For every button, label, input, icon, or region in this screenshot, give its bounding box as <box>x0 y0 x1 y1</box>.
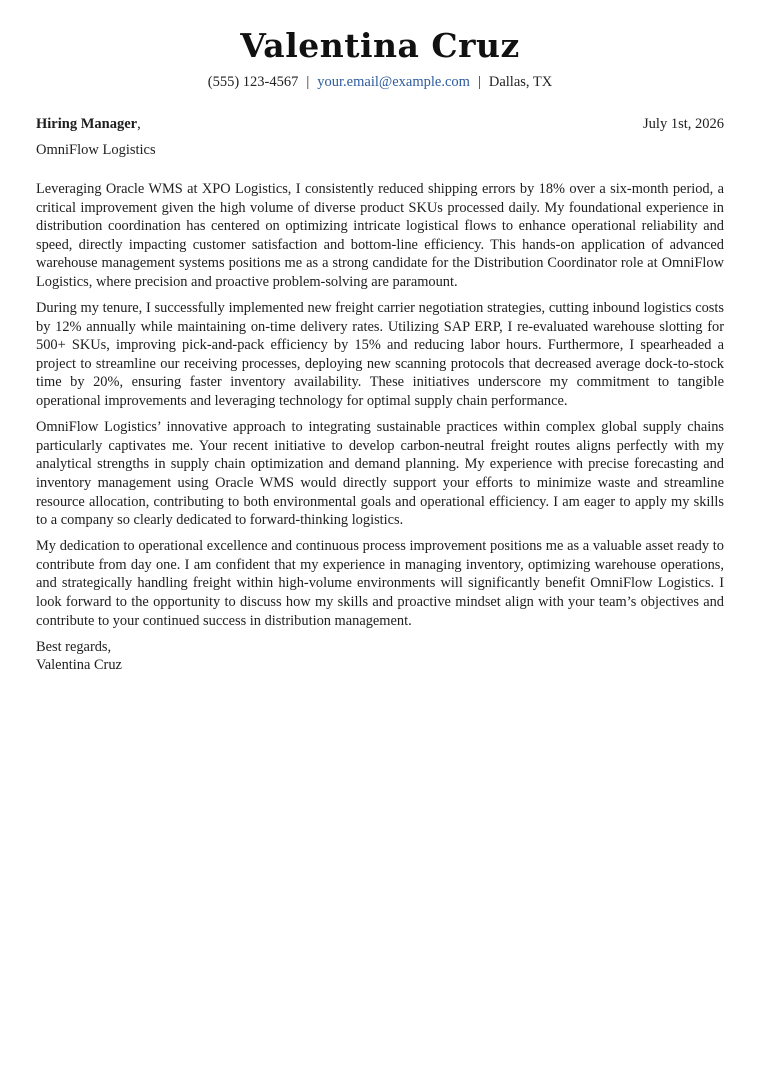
salutation <box>36 116 141 132</box>
letter-body <box>36 180 724 675</box>
body-paragraph: My dedication to operational excellence and continuous process improvement positions me as a valuable asset ready to contribute from day one. I am confident that my experience in managing inventory, optimizing warehouse operations, and strategically handling freight within high-volume environments will significantly benefit OmniFlow Logistics. I look forward to the opportunity to discuss how my skills and proactive mindset align with your team’s objectives and contribute to your continued success in distribution management. <box>36 538 724 629</box>
letter-date: July 1st, 2026 <box>643 116 724 132</box>
body-paragraph: OmniFlow Logistics’ innovative approach to integrating sustainable practices within complex global supply chains particularly captivates me. Your recent initiative to develop carbon-neutral freight routes aligns perfectly with my analytical strengths in supply chain optimization and demand planning. My experience with precise forecasting and inventory management using Oracle WMS would directly support your efforts to minimize waste and streamline resource allocation, contributing to both environmental goals and operational efficiency. I am eager to apply my skills to a company so clearly dedicated to forward-thinking logistics. <box>36 419 724 529</box>
hiring-manager-label: Hiring Manager <box>36 116 138 132</box>
email-link[interactable]: your.email@example.com <box>317 74 470 90</box>
phone-number: (555) 123-4567 <box>207 74 299 90</box>
closing <box>36 638 724 675</box>
applicant-name: Valentina Cruz <box>240 26 520 65</box>
valediction: Best regards, <box>36 638 112 655</box>
signature-name: Valentina Cruz <box>36 657 122 674</box>
salutation-punct: , <box>137 116 141 132</box>
recipient-row <box>36 115 724 133</box>
separator: | <box>477 74 481 90</box>
location: Dallas, TX <box>488 74 553 90</box>
body-paragraph: During my tenure, I successfully implemented new freight carrier negotiation strategies, cutting inbound logistics costs by 12% annually while maintaining on-time delivery rates. Utilizing SAP ERP, I re-evaluated warehouse slotting for 500+ SKUs, improving pick-and-pack efficiency by 15% and reducing labor hours. Furthermore, I spearheaded a project to streamline our receiving processes, deploying new scanning protocols that decreased average dock-to-stock time by 20%, ensuring faster inventory availability. These initiatives underscore my commitment to tangible operational improvements and leveraging technology for optimal supply chain performance. <box>36 300 724 410</box>
contact-line <box>0 74 760 91</box>
body-paragraph: Leveraging Oracle WMS at XPO Logistics, I consistently reduced shipping errors by 18% over a six-month period, a critical improvement given the high volume of diverse product SKUs processed daily. My foundational experience in distribution coordination has centered on optimizing intricate logistical flows to enhance operational reliability and speed, directly impacting customer satisfaction and bottom-line efficiency. This hands-on application of advanced warehouse management systems positions me as a strong candidate for the Distribution Coordinator role at OmniFlow Logistics, where precision and proactive problem-solving are paramount. <box>36 181 724 290</box>
separator: | <box>306 74 310 90</box>
recipient-company: OmniFlow Logistics <box>36 142 156 158</box>
